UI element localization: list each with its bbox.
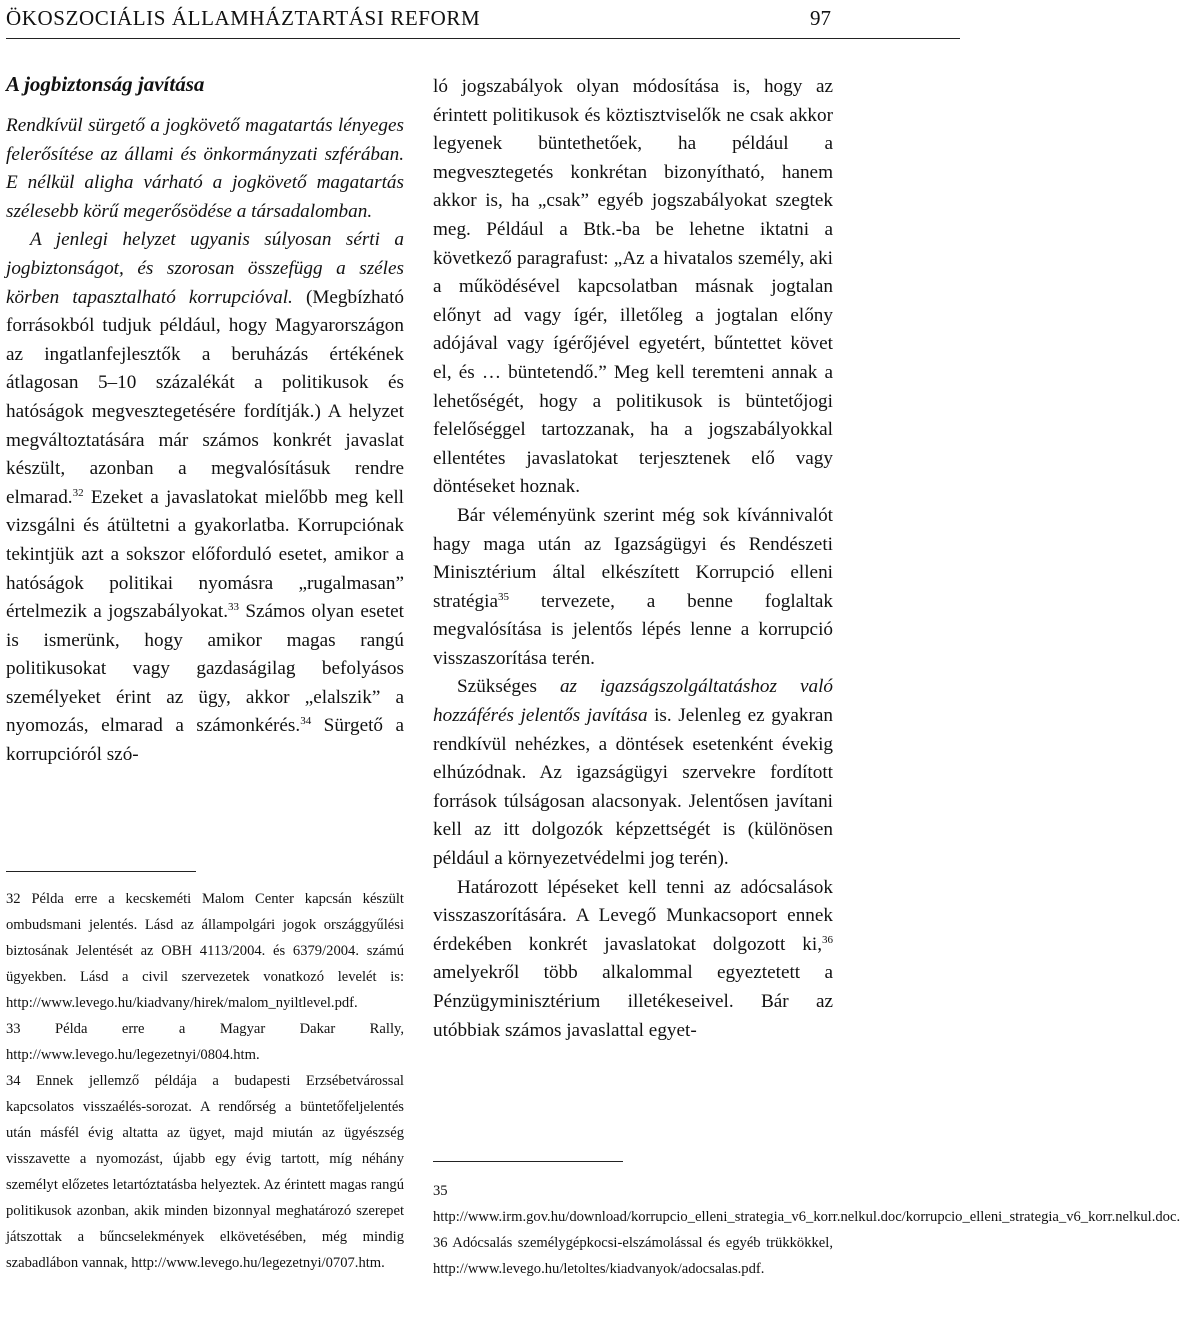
running-title: ÖKOSZOCIÁLIS ÁLLAMHÁZTARTÁSI REFORM [6, 6, 481, 30]
left-column [6, 70, 404, 770]
footnote-ref-33[interactable]: 33 [228, 601, 240, 614]
right-text-4b: amelyekről több alkalommal egyeztetett a Pénzügyminisztérium illetékeseivel. Bár az utóbbiak számos javaslattal egyet- [433, 962, 833, 1041]
footnotes-right [433, 1178, 1180, 1282]
footnote-ref-35[interactable]: 35 [498, 590, 509, 603]
footnote-ref-34[interactable]: 34 [300, 715, 312, 728]
right-paragraph-3 [433, 673, 833, 873]
page-number: 97 [810, 6, 831, 30]
right-text-4a: Határozott lépéseket kell tenni az adócsalások visszaszorítására. A Levegő Munkacsoport ennek érdekében konkrét javaslatokat dolgozott ki, [433, 876, 833, 955]
footnote-ref-32[interactable]: 32 [72, 486, 84, 499]
footnote-rule-right [433, 1161, 623, 1162]
right-text-3a: Szükséges [457, 676, 560, 698]
footnote-rule-left [6, 871, 196, 872]
lead-paragraph-1: Rendkívül sürgető a jogkövető magatartás lényeges felerősítése az állami és önkormányzati szférában. E nélkül aligha várható a jogkövető magatartás szélesebb körű megerősödése a társadalomban. [6, 115, 404, 222]
right-text-2a: Bár véleményünk szerint még sok kívánnivalót hagy maga után az Igazságügyi és Rendészeti Minisztérium által elkészített Korrupció elleni stratégia [433, 504, 833, 612]
body-paragraph-1 [6, 226, 404, 769]
footnote-34: 34 Ennek jellemző példája a budapesti Erzsébetvárossal kapcsolatos visszaélés-sorozat. A rendőrség a büntetőfeljelentés után másfél évig altatta az ügyet, majd miután az ügyészség visszavette a nyomozást, újabb egy évig tartott, míg néhány személyt előzetes letartóztatásba helyeztek. Az érintett magas rangú politikusok azonban, akik minden bizonnyal meghatározó szerepet játszottak a bűncselekmények elkövetésében, még mindig szabadlábon vannak, http://www.levego.hu/legezetnyi/0707.htm. [6, 1073, 404, 1271]
lead-sentence: A jenlegi helyzet ugyanis súlyosan sérti a jogbiztonságot, és szorosan összefügg a széles körben tapasztalható korrupcióval. [6, 229, 404, 308]
footnote-36: 36 Adócsalás személygépkocsi-elszámolással és egyéb trükkökkel, http://www.levego.hu/letoltes/kiadvanyok/adocsalas.pdf. [433, 1235, 833, 1277]
footnote-35: 35 http://www.irm.gov.hu/download/korrupcio_elleni_strategia_v6_korr.nelkul.doc/korrupcio_elleni_strategia_v6_korr.nelkul.doc. [433, 1183, 1180, 1225]
right-paragraph-1: ló jogszabályok olyan módosítása is, hogy az érintett politikusok és köztisztviselők ne csak akkor legyenek büntethetőek, ha például a megvesztegetés konkrétan bizonyítható, hanem akkor is, ha „csak” egyéb jogszabályokat szegtek meg. Például a Btk.-ba be lehetne iktatni a következő paragrafust: „Az a hivatalos személy, aki a működésével kapcsolatban másnak jogtalan előnyt ad vagy ígér, illetőleg a jogtalan előny adójával vagy ígérőjével egyetért, bűntettet követ el, és … büntetendő.” Meg kell teremteni annak a lehetőségét, hogy a politikusok is büntetőjogi felelőséggel tartozzanak, ha a jogszabályokkal ellentétes javaslatokat terjesztenek elő vagy döntéseket hoznak. [433, 76, 833, 498]
body-text-2: Ezeket a javaslatokat mielőbb meg kell vizsgálni és átültetni a gyakorlatba. Korrupciónak tekintjük azt a sokszor előforduló esetet, amikor a hatóságok politikai nyomásra „rugalmasan” értelmezik a jogszabályokat. [6, 486, 404, 623]
section-heading: A jogbiztonság javítása [6, 72, 205, 96]
right-text-2b: tervezete, a benne foglaltak megvalósítása is jelentős lépés lenne a korrupció visszaszorítása terén. [433, 590, 833, 669]
right-italic-phrase: az igazságszolgáltatáshoz való hozzáférés jelentős javítása [433, 676, 833, 727]
body-text-4: Sürgető a korrupcióról szó- [6, 715, 404, 766]
right-text-3b: is. Jelenleg ez gyakran rendkívül nehézkes, a döntések esetenként évekig elhúzódnak. Az igazságügyi szervekre fordított források túlságosan alacsonyak. Jelentősen javítani kell az itt dolgozók képzettségét is (különösen például a környezetvédelmi jog terén). [433, 705, 834, 870]
body-text-3: Számos olyan esetet is ismerünk, hogy amikor magas rangú politikusokat vagy gazdaságilag befolyásos személyeket érint az ügy, akkor „elalszik” a nyomozás, elmarad a számonkérés. [6, 601, 405, 737]
body-text-1: (Megbízható forrásokból tudjuk például, hogy Magyarországon az ingatlanfejlesztők a beruházás értékének átlagosan 5–10 százalékát a politikusok és hatóságok megvesztegetésére fordítják.) A helyzet megváltoztatására már számos konkrét javaslat készült, azonban a megvalósításuk rendre elmarad. [6, 286, 404, 508]
footnote-33: 33 Példa erre a Magyar Dakar Rally, http://www.levego.hu/legezetnyi/0804.htm. [6, 1021, 404, 1063]
right-paragraph-2 [433, 502, 833, 674]
right-paragraph-4 [433, 874, 833, 1046]
right-column [433, 73, 833, 1045]
header-rule [6, 38, 960, 39]
footnote-ref-36[interactable]: 36 [822, 933, 833, 946]
footnotes-left [6, 886, 404, 1276]
footnote-32: 32 Példa erre a kecskeméti Malom Center kapcsán készült ombudsmani jelentés. Lásd az állampolgári jogok országgyűlési biztosának Jelentését az OBH 4113/2004. és 6379/2004. számú ügyekben. Lásd a civil szervezetek vonatkozó levelét is: http://www.levego.hu/kiadvany/hirek/malom_nyiltlevel.pdf. [6, 891, 404, 1011]
